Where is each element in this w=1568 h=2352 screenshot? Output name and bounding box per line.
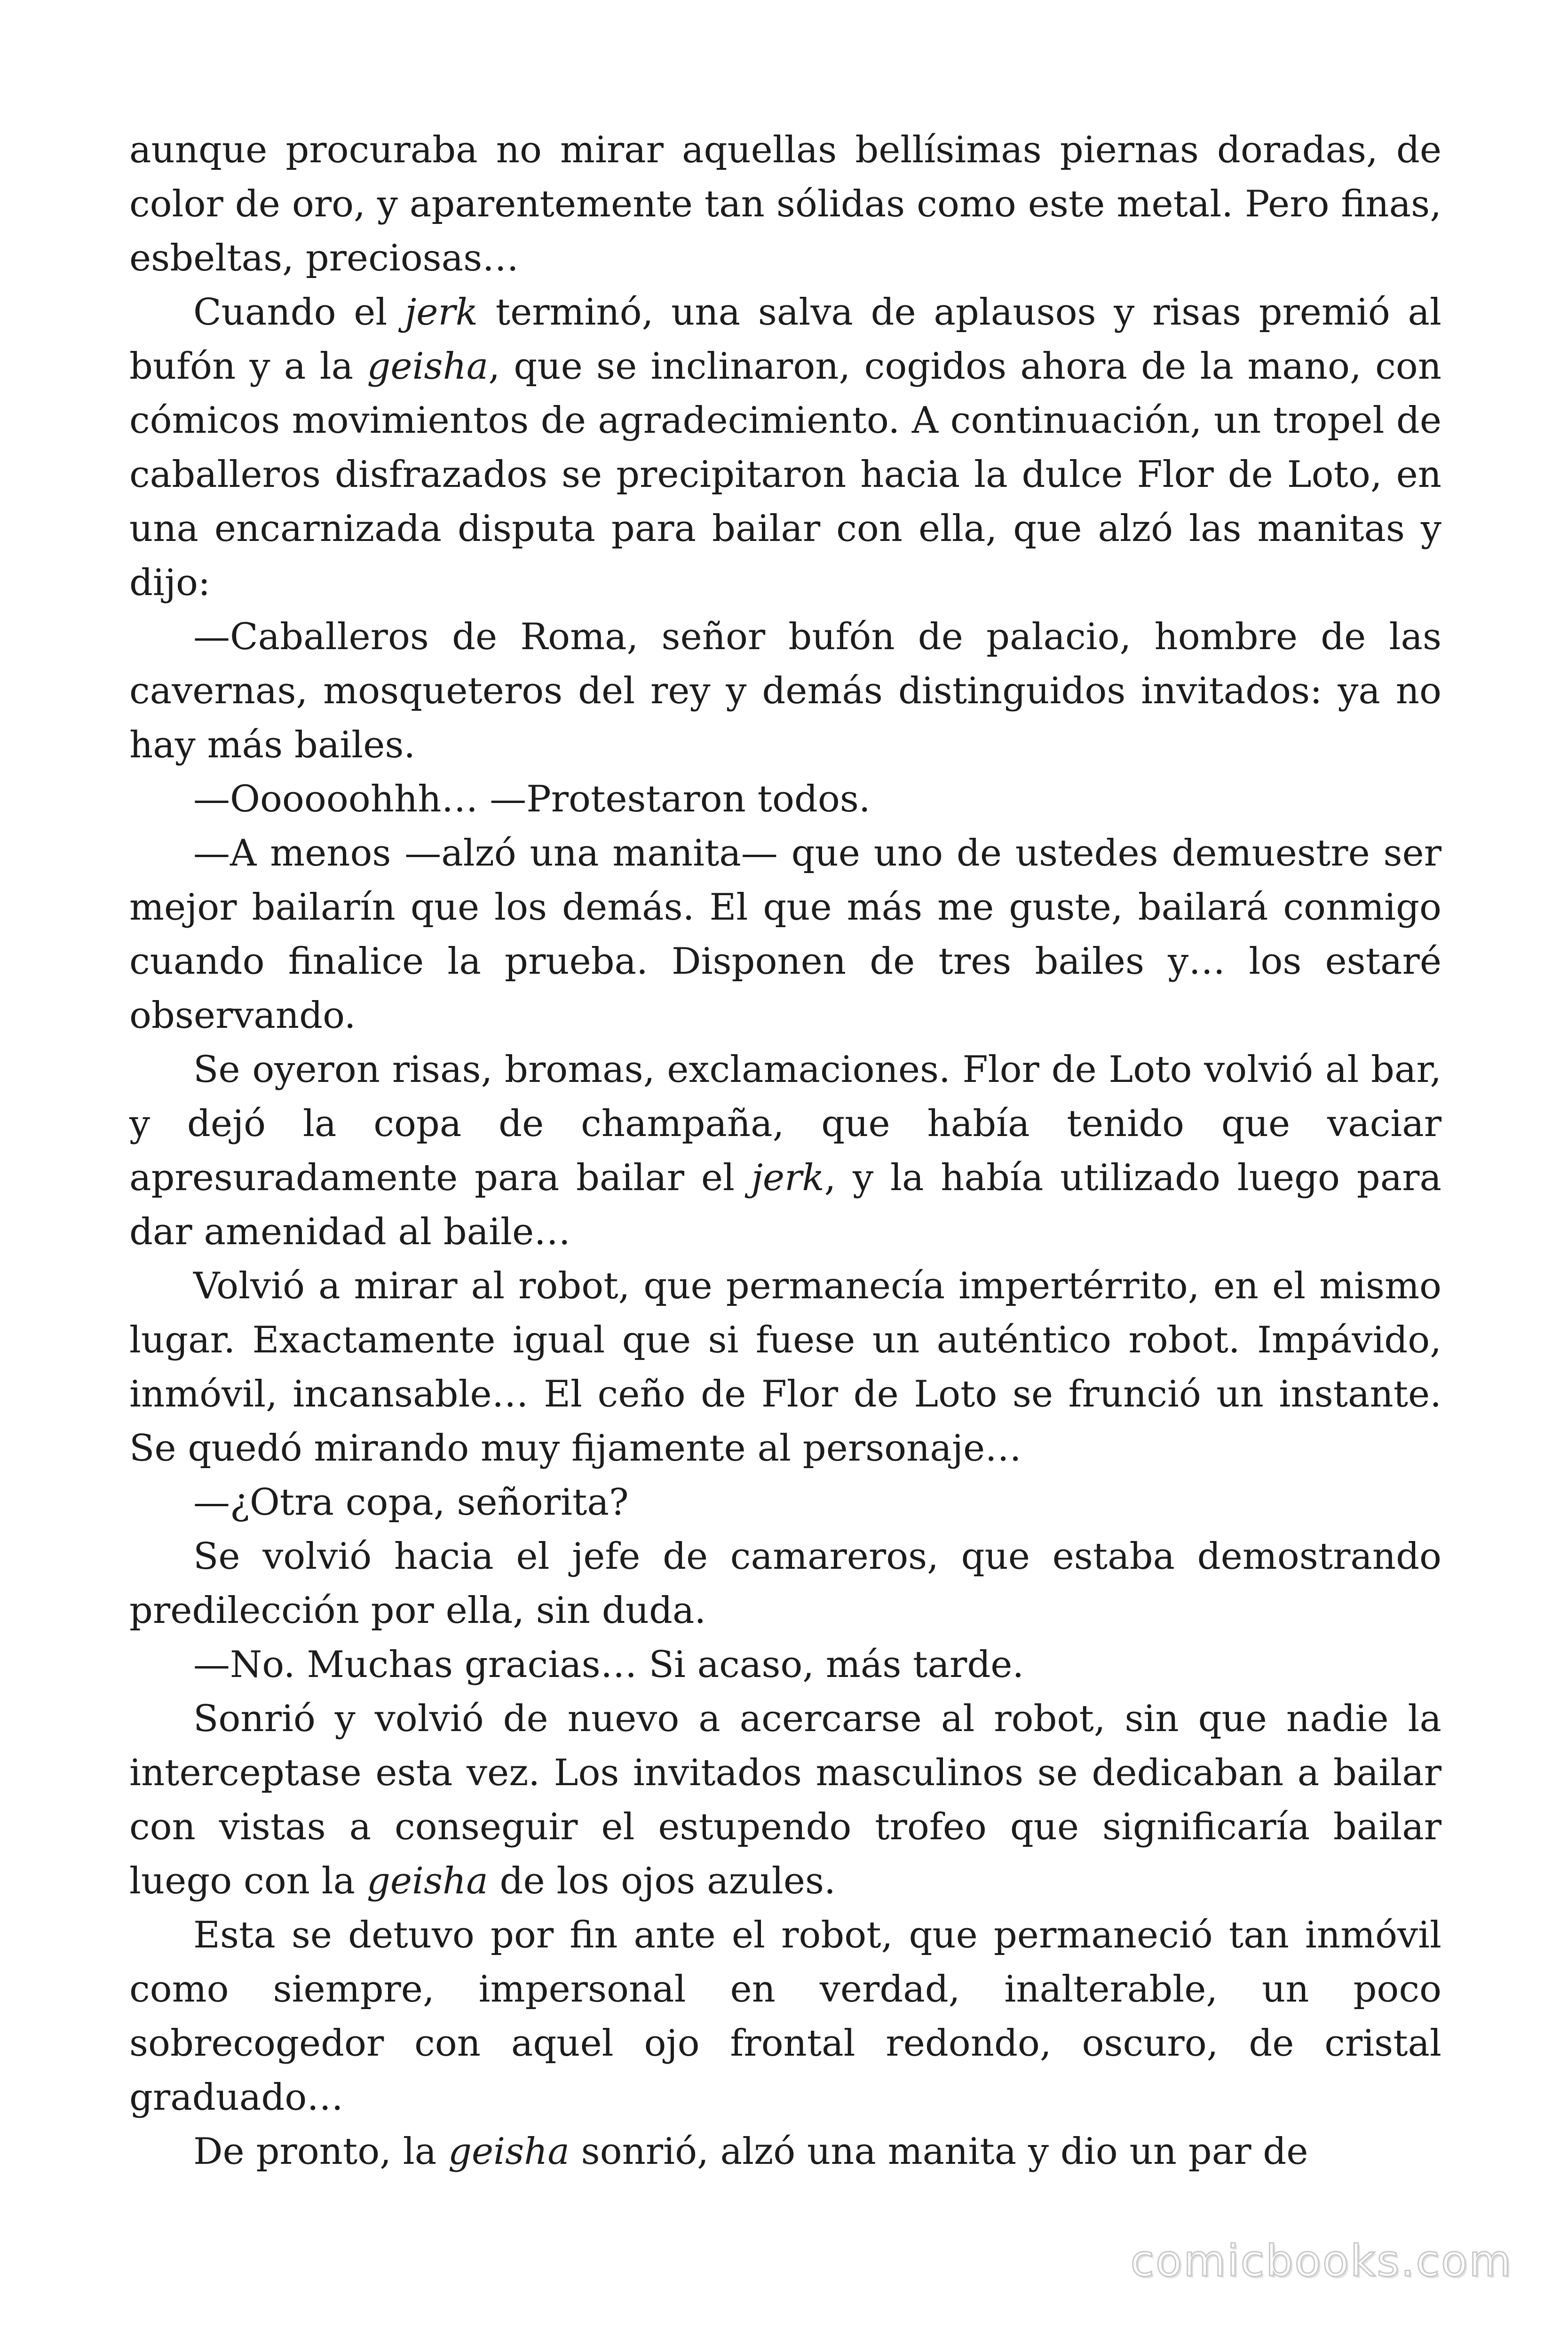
text-segment: Volvió a mirar al robot, que permanecía impertérrito, en el mismo lugar. Exactamente igual que si fuese un auténtico robot. Impávido, inmóvil, incansable… El ceño de Flor de Loto se frunció un instante. Se quedó mirando muy fijamente al personaje… — [129, 1265, 1441, 1470]
text-segment: , que se inclinaron, cogidos ahora de la mano, con cómicos movimientos de agradecimiento. A continuación, un tropel de caballeros disfrazados se precipitaron hacia la dulce Flor de Loto, en una encarnizada disputa para bailar con ella, que alzó las manitas y dijo: — [129, 345, 1441, 604]
text-segment: —A menos —alzó una manita— que uno de ustedes demuestre ser mejor bailarín que los demás. El que más me guste, bailará conmigo cuando finalice la prueba. Disponen de tres bailes y… los estaré observando. — [129, 832, 1441, 1037]
italic-text: geisha — [448, 2130, 570, 2173]
text-segment: Esta se detuvo por fin ante el robot, que permaneció tan inmóvil como siempre, impersonal en verdad, inalterable, un poco sobrecogedor con aquel ojo frontal redondo, oscuro, de cristal graduado… — [129, 1914, 1441, 2119]
text-segment: Sonrió y volvió de nuevo a acercarse al robot, sin que nadie la interceptase esta vez. Los invitados masculinos se dedicaban a bailar con vistas a conseguir el estupendo trofeo que significaría bailar luego con la — [129, 1698, 1441, 1902]
text-segment: —Caballeros de Roma, señor bufón de palacio, hombre de las cavernas, mosqueteros del rey y demás distinguidos invitados: ya no hay más bailes. — [129, 616, 1441, 766]
site-watermark: comicbooks.com — [1130, 2236, 1513, 2286]
text-segment: Cuando el — [193, 291, 405, 334]
italic-text: jerk — [751, 1157, 824, 1199]
text-segment: De pronto, la — [193, 2130, 449, 2173]
paragraph — [129, 286, 1441, 610]
paragraph — [129, 1692, 1441, 1908]
paragraph — [129, 123, 1441, 286]
text-segment: —¿Otra copa, señorita? — [193, 1481, 629, 1524]
paragraph — [129, 1043, 1441, 1259]
text-segment: terminó, una salva de aplausos y risas premió al bufón y a la — [129, 291, 1441, 388]
text-segment: Se volvió hacia el jefe de camareros, que estaba demostrando predilección por ella, sin duda. — [129, 1535, 1441, 1632]
text-segment: de los ojos azules. — [488, 1860, 836, 1902]
text-segment: Se oyeron risas, bromas, exclamaciones. Flor de Loto volvió al bar, y dejó la copa de champaña, que había tenido que vaciar apresuradamente para bailar el — [129, 1049, 1441, 1199]
text-segment: aunque procuraba no mirar aquellas bellísimas piernas doradas, de color de oro, y aparentemente tan sólidas como este metal. Pero finas, esbeltas, preciosas… — [129, 129, 1441, 279]
paragraph — [129, 772, 1441, 826]
paragraph — [129, 1908, 1441, 2125]
paragraph — [129, 1638, 1441, 1692]
italic-text: jerk — [405, 291, 478, 334]
italic-text: geisha — [367, 345, 489, 388]
paragraph — [129, 2125, 1441, 2179]
text-segment: —No. Muchas gracias… Si acaso, más tarde. — [193, 1644, 1024, 1686]
paragraph — [129, 1530, 1441, 1638]
page-body — [129, 123, 1441, 2179]
paragraph — [129, 1476, 1441, 1530]
paragraph — [129, 1259, 1441, 1476]
text-segment: , y la había utilizado luego para dar amenidad al baile… — [129, 1157, 1441, 1253]
paragraph — [129, 610, 1441, 772]
text-segment: —Oooooohhh… —Protestaron todos. — [193, 778, 871, 820]
italic-text: geisha — [366, 1860, 488, 1902]
paragraph — [129, 826, 1441, 1043]
text-segment: sonrió, alzó una manita y dio un par de — [569, 2130, 1308, 2173]
